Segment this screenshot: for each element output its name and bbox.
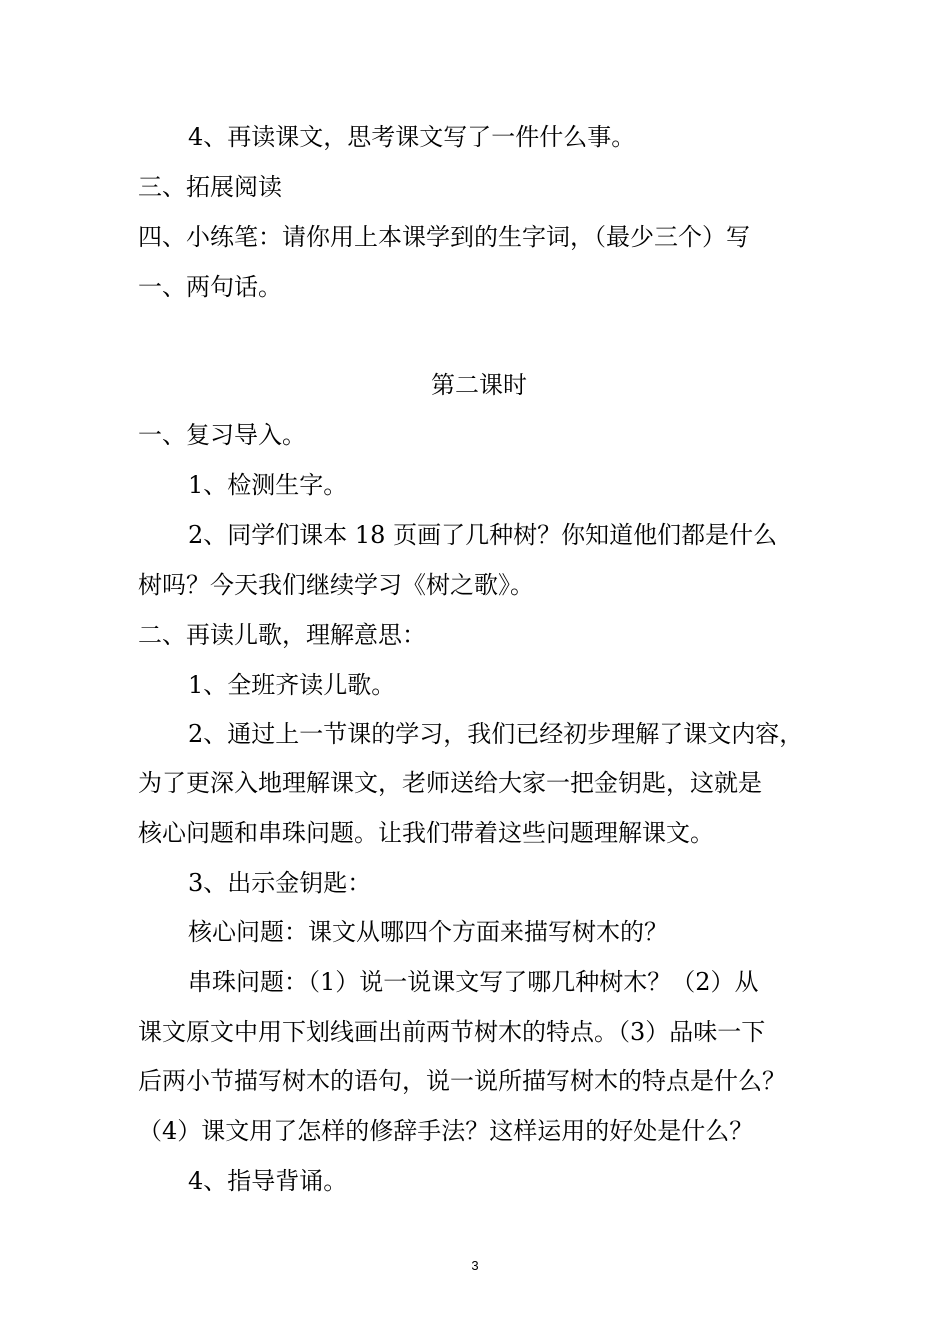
text-line: 四、小练笔：请你用上本课学到的生字词，（最少三个）写 <box>138 223 750 251</box>
text-line: 2、同学们课本 18 页画了几种树？你知道他们都是什么 <box>188 521 778 549</box>
text-line: 核心问题：课文从哪四个方面来描写树木的？ <box>188 918 668 946</box>
text-line: 串珠问题：（1）说一说课文写了哪几种树木？（2）从 <box>188 968 759 996</box>
text-line: 后两小节描写树木的语句，说一说所描写树木的特点是什么？ <box>138 1067 786 1095</box>
text-line: 一、两句话。 <box>138 273 282 301</box>
text-line: （4）课文用了怎样的修辞手法？这样运用的好处是什么？ <box>138 1117 754 1145</box>
text-line: 4、再读课文，思考课文写了一件什么事。 <box>188 123 636 151</box>
text-line: 为了更深入地理解课文，老师送给大家一把金钥匙，这就是 <box>138 769 762 797</box>
text-line: 4、指导背诵。 <box>188 1167 348 1195</box>
text-line: 3、出示金钥匙： <box>188 869 372 897</box>
text-line: 2、通过上一节课的学习，我们已经初步理解了课文内容， <box>188 720 804 748</box>
text-line: 二、再读儿歌，理解意思： <box>138 621 426 649</box>
text-line: 课文原文中用下划线画出前两节树木的特点。（3）品味一下 <box>138 1018 766 1046</box>
section-title: 第二课时 <box>431 371 527 399</box>
text-line: 1、检测生字。 <box>188 471 348 499</box>
text-line: 树吗？今天我们继续学习《树之歌》。 <box>138 571 534 599</box>
text-line: 1、全班齐读儿歌。 <box>188 671 396 699</box>
text-line: 一、复习导入。 <box>138 421 306 449</box>
text-line: 核心问题和串珠问题。让我们带着这些问题理解课文。 <box>138 819 714 847</box>
page-number: 3 <box>471 1258 479 1273</box>
text-line: 三、拓展阅读 <box>138 173 282 201</box>
